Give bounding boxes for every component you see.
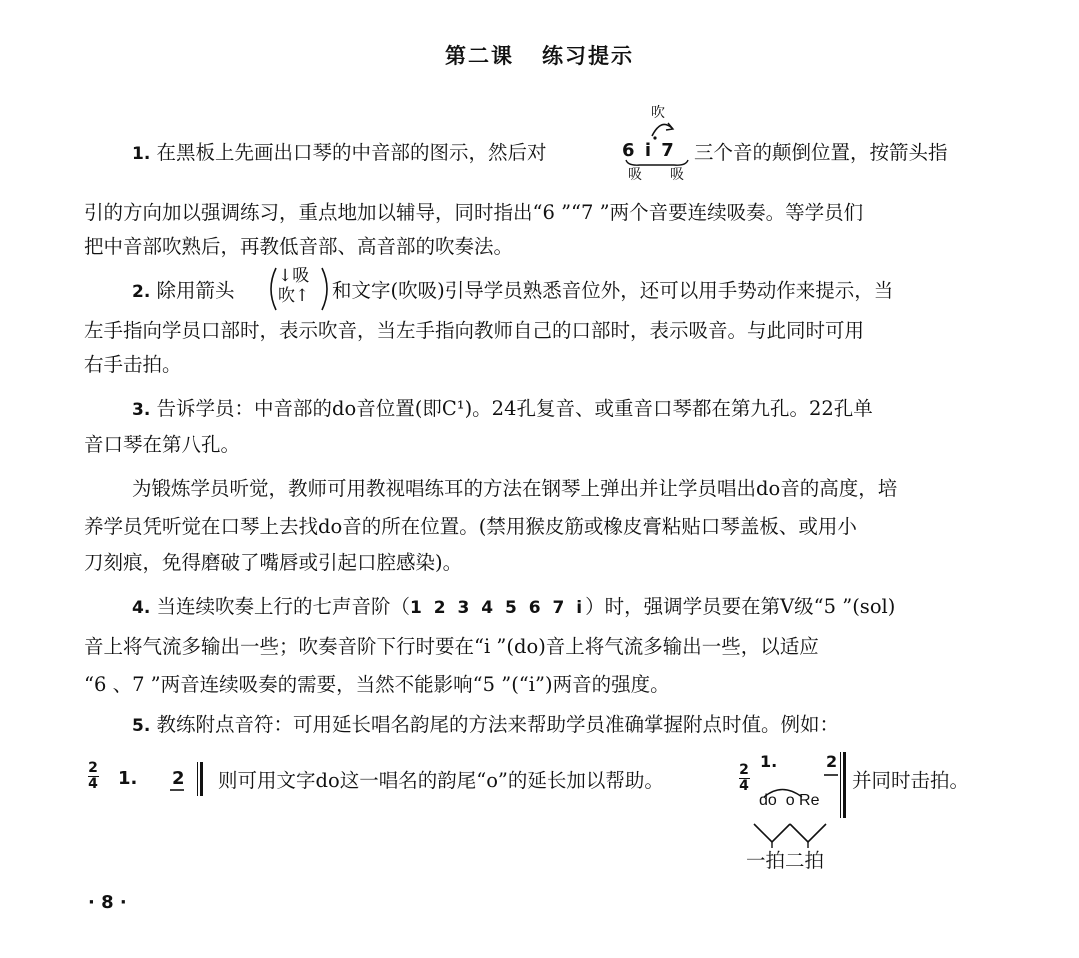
draw-label-b: 吸 xyxy=(670,167,684,183)
blow-arc xyxy=(652,124,672,136)
note-7: 7 xyxy=(661,140,674,161)
item2-text-b: 和文字(吹吸)引导学员熟悉音位外，还可以用手势动作来提示，当 xyxy=(332,279,894,302)
title-lesson: 第二课 xyxy=(445,43,514,68)
item2-line2: 左手指向学员口部时，表示吹音，当左手指向教师自己的口部时，表示吸音。与此同时可用 xyxy=(84,319,865,342)
example-time-signature xyxy=(738,764,750,793)
draw-label-a: 吸 xyxy=(628,167,642,183)
note-6: 6 xyxy=(622,140,635,161)
item4-text-a: 当连续吹奏上行的七声音阶（ xyxy=(156,595,411,618)
item3-text: 告诉学员：中音部的do音位置(即C¹)。24孔复音、或重音口琴都在第九孔。22孔单 xyxy=(156,397,873,420)
title-topic: 练习提示 xyxy=(542,43,634,68)
item2-line3: 右手击拍。 xyxy=(84,353,182,376)
example-note-1: 1. xyxy=(118,768,138,789)
arrow-blow: 吹↑ xyxy=(278,286,310,306)
blow-label: 吹 xyxy=(651,105,665,121)
time-bottom: 4 xyxy=(88,776,98,792)
scale-notes: 1 2 3 4 5 6 7 i xyxy=(410,598,586,618)
item4-number: 4. xyxy=(132,598,151,618)
blow-arc-arrowhead xyxy=(666,123,673,130)
example2-note-1: 1. xyxy=(760,752,778,771)
beat-mark-2 xyxy=(790,824,826,842)
example-time-top: 2 xyxy=(739,762,749,778)
arrow-legend xyxy=(278,266,309,306)
para-line3: 刀刻痕，免得磨破了嘴唇或引起口腔感染)。 xyxy=(84,551,463,574)
item1-text-b: 三个音的颠倒位置，按箭头指 xyxy=(694,141,948,164)
para-line1: 为锻炼学员听觉，教师可用教视唱练耳的方法在钢琴上弹出并让学员唱出do音的高度，培 xyxy=(132,477,898,500)
item1-line2: 引的方向加以强调练习，重点地加以辅导，同时指出“6 ”“7 ”两个音要连续吸奏。等学员们 xyxy=(84,201,864,224)
item5-text-mid: 则可用文字do这一唱名的韵尾“o”的延长加以帮助。 xyxy=(218,769,664,792)
item4-text-b: ）时，强调学员要在第V级“5 ”(sol) xyxy=(585,595,896,618)
beat-label: 一拍二拍 xyxy=(746,849,825,872)
arrow-draw: ↓吸 xyxy=(278,266,310,286)
page-title xyxy=(0,40,1079,70)
syllables: do o Re xyxy=(759,792,820,809)
example2-note-2: 2 xyxy=(826,752,838,771)
item3-number: 3. xyxy=(132,400,151,420)
item2-text-a: 除用箭头 xyxy=(156,279,235,302)
para-line2: 养学员凭听觉在口琴上去找do音的所在位置。(禁用猴皮筋或橡皮膏粘贴口琴盖板、或用小 xyxy=(84,515,857,538)
item5-text: 教练附点音符：可用延长唱名韵尾的方法来帮助学员准确掌握附点时值。例如： xyxy=(156,713,840,736)
item5-number: 5. xyxy=(132,716,151,736)
time-top: 2 xyxy=(88,760,98,776)
item1-text-a: 在黑板上先画出口琴的中音部的图示，然后对 xyxy=(156,141,547,164)
example-end-barline xyxy=(840,752,846,818)
example-time-bottom: 4 xyxy=(739,778,749,794)
item3-line2: 音口琴在第八孔。 xyxy=(84,433,241,456)
item4-line2: 音上将气流多输出一些；吹奏音阶下行时要在“i ”(do)音上将气流多输出一些，以适应 xyxy=(84,635,819,658)
example-note-2: 2 xyxy=(172,768,185,789)
item5-line1 xyxy=(84,710,984,741)
item4-line1 xyxy=(84,592,984,623)
item5-text-end: 并同时击拍。 xyxy=(852,769,970,792)
item1-notes xyxy=(622,140,674,161)
item2-number: 2. xyxy=(132,282,151,302)
note-i-high: i xyxy=(644,140,651,161)
time-signature xyxy=(87,762,99,791)
end-barline xyxy=(197,762,203,796)
item3-line1 xyxy=(84,394,984,425)
item1-number: 1. xyxy=(132,144,151,164)
item1-line3: 把中音部吹熟后，再教低音部、高音部的吹奏法。 xyxy=(84,235,514,258)
page-number: · 8 · xyxy=(88,892,127,913)
beat-mark-1 xyxy=(754,824,790,842)
item4-line3: “6 、7 ”两音连续吸奏的需要，当然不能影响“5 ”(“i”)两音的强度。 xyxy=(84,673,670,696)
